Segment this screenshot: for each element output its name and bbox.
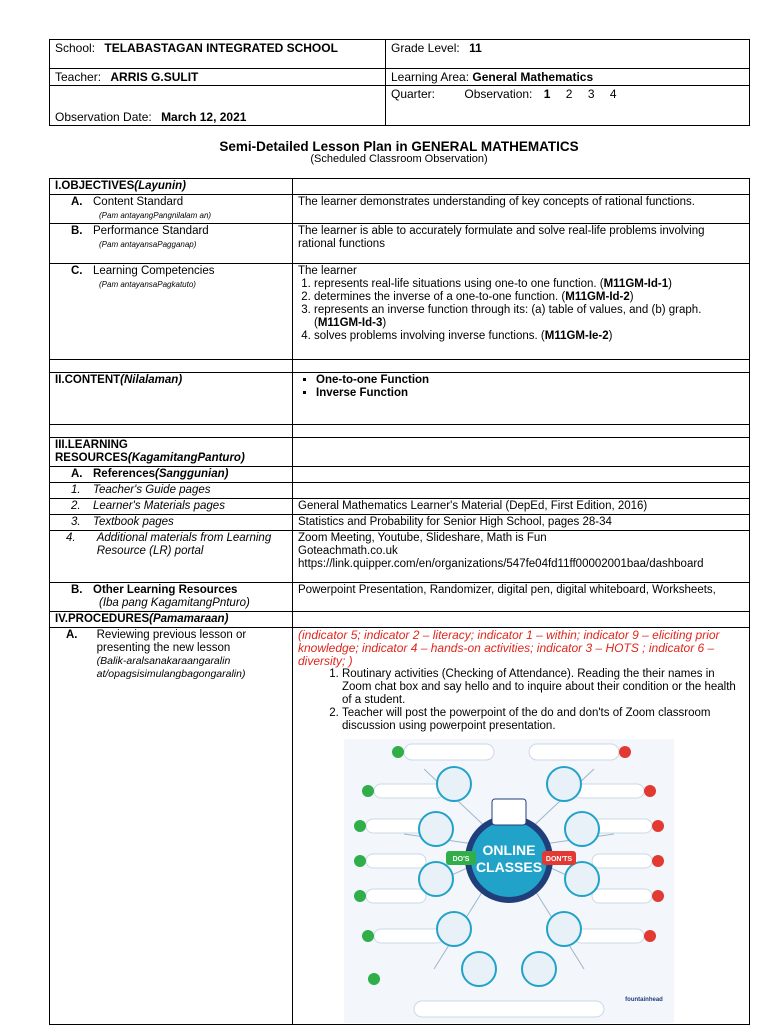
resources-heading-row bbox=[50, 438, 750, 467]
lr-portal-value: Zoom Meeting, Youtube, Slideshare, Math is Fun bbox=[298, 532, 547, 544]
spacer-row bbox=[50, 360, 750, 373]
textbook-value: Statistics and Probability for Senior High School, pages 28-34 bbox=[293, 515, 750, 531]
area-label: Learning Area: bbox=[391, 70, 470, 84]
lesson-plan-table bbox=[49, 178, 749, 1025]
competency-item: 2. determines the inverse of a one-to-one function. (M11GM-Id-2) bbox=[314, 291, 744, 304]
content-list bbox=[298, 374, 744, 400]
teacher-value: ARRIS G.SULIT bbox=[110, 70, 199, 84]
teacher-cell bbox=[50, 69, 386, 86]
resources-heading-fil: (KagamitangPanturo) bbox=[127, 452, 245, 464]
letter-c: C. bbox=[71, 265, 83, 277]
competency-item: 4. solves problems involving inverse functions. (M11GM-Ie-2) bbox=[314, 330, 744, 343]
brand-logo: fountainhead bbox=[625, 997, 663, 1003]
dos-label: DO'S bbox=[452, 856, 470, 863]
school-value: TELABASTAGAN INTEGRATED SCHOOL bbox=[104, 41, 338, 55]
procedures-heading-row bbox=[50, 612, 750, 628]
performance-standard-row bbox=[50, 224, 750, 264]
learners-materials-label: Learner's Materials pages bbox=[93, 500, 225, 512]
grade-label: Grade Level: bbox=[391, 41, 460, 55]
teacher-label: Teacher: bbox=[55, 70, 102, 84]
competency-item: 3. represents an inverse function through its: (a) table of values, and (b) graph. (M11GM-Id-3) bbox=[314, 304, 744, 330]
competencies-list bbox=[298, 278, 744, 343]
content-row bbox=[50, 373, 750, 425]
date-cell bbox=[50, 86, 386, 126]
infographic-center-line1: ONLINE bbox=[482, 842, 536, 858]
procedures-heading-fil: (Pamamaraan) bbox=[149, 613, 229, 625]
date-value: March 12, 2021 bbox=[161, 110, 247, 124]
resource-row: 4. Additional materials from Learning Resource (LR) portal Zoom Meeting, Youtube, Slideshare, Math is Fun Goteachmath.co.uk https://link.quipper.com/en/organizations/547fe04fd11ff00002001baa/dashboard bbox=[50, 531, 750, 583]
competencies-fil: (Pam antayansaPagkatuto) bbox=[99, 280, 196, 289]
resource-row: 3. Textbook pages Statistics and Probability for Senior High School, pages 28-34 bbox=[50, 515, 750, 531]
teachers-guide-value bbox=[293, 483, 750, 499]
other-resources-value: Powerpoint Presentation, Randomizer, digital pen, digital whiteboard, Worksheets, bbox=[293, 583, 750, 612]
other-resources-fil: (Iba pang KagamitangPnturo) bbox=[99, 597, 250, 609]
quipper-link[interactable]: https://link.quipper.com/en/organizations/547fe04fd11ff00002001baa/dashboard bbox=[298, 558, 704, 570]
indicators-text: (indicator 5; indicator 2 – literacy; indicator 1 – within; indicator 9 – eliciting prior knowledge; indicator 4 – hands-on activities; indicator 3 – HOTS ; indicator 6 – diversity; ) bbox=[298, 628, 720, 668]
donts-frown-icons bbox=[619, 746, 664, 942]
page-subtitle: (Scheduled Classroom Observation) bbox=[310, 153, 488, 165]
area-value: General Mathematics bbox=[472, 70, 594, 84]
competencies-intro: The learner bbox=[298, 265, 357, 277]
resource-row: 1. Teacher's Guide pages bbox=[50, 483, 750, 499]
lr-portal-label: Additional materials from Learning Resource (LR) portal bbox=[96, 532, 272, 557]
content-standard-label: Content Standard bbox=[93, 196, 184, 208]
letter-a: A. bbox=[66, 629, 78, 641]
teachers-guide-label: Teacher's Guide pages bbox=[93, 484, 211, 496]
review-lesson-fil: (Balik-aralsanakaraangaralin at/opagsisimulangbagongaralin) bbox=[96, 655, 246, 680]
observation-1: 1 bbox=[543, 87, 551, 101]
procedure-step: 2. Teacher will post the powerpoint of the do and don'ts of Zoom classroom discussion using powerpoint presentation. bbox=[342, 707, 744, 733]
letter-b: B. bbox=[71, 225, 83, 237]
header-table bbox=[49, 39, 749, 126]
infographic-center-line2: CLASSES bbox=[475, 859, 543, 875]
competencies-row bbox=[50, 264, 750, 360]
spacer-row bbox=[50, 425, 750, 438]
quarter-cell bbox=[386, 86, 750, 126]
learners-materials-value: General Mathematics Learner's Material (DepEd, First Edition, 2016) bbox=[293, 499, 750, 515]
content-heading-fil: (Nilalaman) bbox=[120, 374, 183, 386]
letter-b: B. bbox=[71, 584, 83, 596]
school-label: School: bbox=[55, 41, 96, 55]
grade-value: 11 bbox=[469, 41, 482, 55]
references-label: References bbox=[93, 468, 156, 480]
observation-label: Observation: bbox=[464, 87, 533, 101]
content-item: ▪ One-to-one Function bbox=[316, 374, 744, 387]
procedures-heading: IV.PROCEDURES bbox=[55, 613, 150, 625]
objectives-heading: I.OBJECTIVES bbox=[55, 180, 135, 192]
resource-row: 2. Learner's Materials pages General Mathematics Learner's Material (DepEd, First Edition, 2016) bbox=[50, 499, 750, 515]
references-row bbox=[50, 467, 750, 483]
grade-cell bbox=[386, 40, 750, 69]
observation-3: 3 bbox=[587, 87, 595, 101]
area-cell bbox=[386, 69, 750, 86]
procedure-step: 1. Routinary activities (Checking of Attendance). Reading the their names in Zoom chat box and say hello and to inquire about their condition or the health of a student. bbox=[342, 668, 744, 707]
page-title: Semi-Detailed Lesson Plan in GENERAL MATHEMATICS bbox=[219, 139, 579, 154]
quarter-label: Quarter: bbox=[391, 87, 436, 101]
content-standard-fil: (Pam antayangPangnilalam an) bbox=[99, 211, 212, 220]
performance-standard-text: The learner is able to accurately formulate and solve real-life problems involving rational functions bbox=[293, 224, 750, 264]
competency-item: 1. represents real-life situations using one-to one function. (M11GM-Id-1) bbox=[314, 278, 744, 291]
letter-a: A. bbox=[71, 468, 83, 480]
other-resources-label: Other Learning Resources bbox=[93, 584, 238, 596]
observation-4: 4 bbox=[609, 87, 617, 101]
objectives-heading-row bbox=[50, 179, 750, 195]
procedure-steps bbox=[298, 668, 744, 733]
donts-label: DON'TS bbox=[545, 856, 573, 863]
observation-2: 2 bbox=[565, 87, 573, 101]
letter-a: A. bbox=[71, 196, 83, 208]
competencies-label: Learning Competencies bbox=[93, 265, 215, 277]
resources-heading: III.LEARNING RESOURCES bbox=[55, 439, 128, 464]
content-standard-text: The learner demonstrates understanding of key concepts of rational functions. bbox=[293, 195, 750, 224]
review-lesson-label: Reviewing previous lesson or presenting the new lesson bbox=[96, 629, 247, 654]
school-cell bbox=[50, 40, 386, 69]
other-resources-row bbox=[50, 583, 750, 612]
performance-standard-label: Performance Standard bbox=[93, 225, 209, 237]
infographic-graphic bbox=[344, 739, 674, 1023]
review-lesson-row bbox=[50, 628, 750, 1025]
online-classes-infographic bbox=[344, 739, 674, 1023]
objectives-heading-fil: (Layunin) bbox=[134, 180, 186, 192]
content-item: ▪ Inverse Function bbox=[316, 387, 744, 400]
date-label: Observation Date: bbox=[55, 110, 152, 124]
content-heading: II.CONTENT bbox=[55, 374, 121, 386]
references-fil: (Sanggunian) bbox=[155, 468, 229, 480]
textbook-label: Textbook pages bbox=[93, 516, 174, 528]
content-standard-row bbox=[50, 195, 750, 224]
performance-standard-fil: (Pam antayansaPagganap) bbox=[99, 240, 197, 249]
lr-portal-site: Goteachmath.co.uk bbox=[298, 545, 398, 557]
